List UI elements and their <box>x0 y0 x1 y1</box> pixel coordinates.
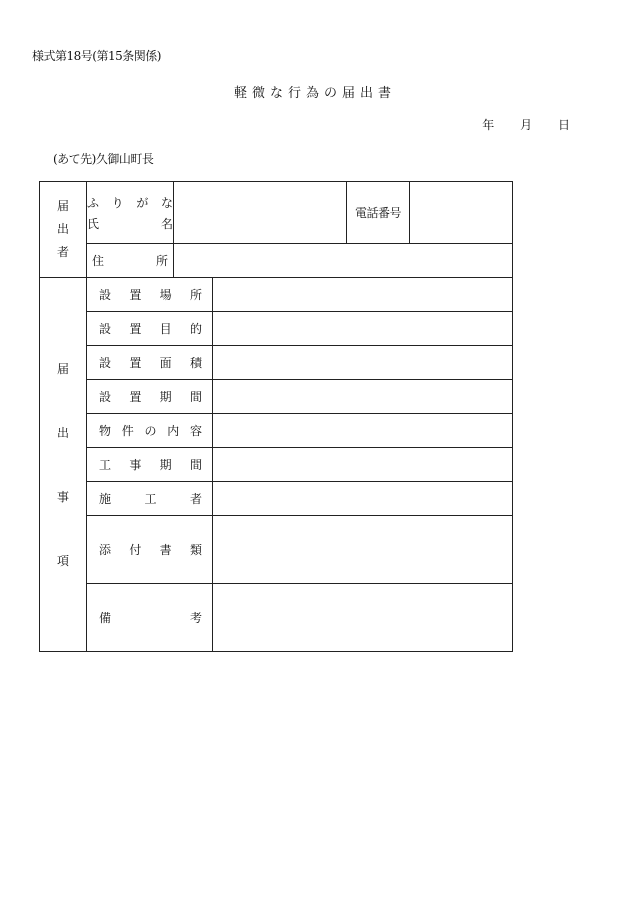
attachments-field[interactable] <box>213 516 513 584</box>
item-label-purpose <box>87 312 213 346</box>
label-char: 間 <box>189 458 202 472</box>
label-char: 期 <box>159 458 172 472</box>
label-char: 置 <box>129 322 142 336</box>
applicant-name-row <box>40 182 513 244</box>
matter-row <box>40 482 513 516</box>
date-year: 年 <box>482 118 495 132</box>
document-title: 軽微な行為の届出書 <box>233 86 396 101</box>
construction-period-field[interactable] <box>213 448 513 482</box>
item-label-attachments <box>87 516 213 584</box>
group-char: 者 <box>56 245 69 259</box>
period-field[interactable] <box>213 380 513 414</box>
phone-field[interactable] <box>410 182 513 244</box>
matter-row <box>40 414 513 448</box>
label-char: 面 <box>159 356 172 370</box>
label-char: 間 <box>189 390 202 404</box>
group-char: 項 <box>56 553 69 568</box>
label-char: 期 <box>159 390 172 404</box>
label-char: 設 <box>99 322 112 336</box>
address-label-cell <box>87 244 174 278</box>
item-label-remarks <box>87 584 213 652</box>
applicant-address-row <box>40 244 513 278</box>
contractor-field[interactable] <box>213 482 513 516</box>
label-char: 名 <box>160 216 173 231</box>
label-char: 物 <box>99 424 112 438</box>
phone-label: 電話番号 <box>347 182 410 244</box>
label-char: 施 <box>99 492 112 506</box>
label-char: 積 <box>189 356 202 370</box>
matter-row <box>40 584 513 652</box>
matter-row <box>40 516 513 584</box>
item-label-content <box>87 414 213 448</box>
label-char: 設 <box>99 356 112 370</box>
group-char: 届 <box>56 199 69 213</box>
label-char: 所 <box>189 288 202 302</box>
label-char: 事 <box>129 458 142 472</box>
item-label-area <box>87 346 213 380</box>
label-char: 工 <box>99 458 112 472</box>
label-char: 設 <box>99 390 112 404</box>
label-char: 付 <box>129 543 142 557</box>
date-line <box>460 116 570 133</box>
label-char: の <box>144 424 157 438</box>
group-char: 事 <box>56 489 69 504</box>
item-label-construction-period <box>87 448 213 482</box>
name-label-cell <box>87 182 174 244</box>
label-char: 容 <box>189 424 202 438</box>
label-char: 所 <box>155 254 168 268</box>
label-char: 考 <box>189 611 202 625</box>
label-char: 目 <box>159 322 172 336</box>
label-char: 工 <box>144 492 157 506</box>
label-char: 備 <box>99 611 112 625</box>
purpose-field[interactable] <box>213 312 513 346</box>
applicant-group-label <box>40 182 87 278</box>
label-char: 住 <box>92 254 105 268</box>
label-char: 的 <box>189 322 202 336</box>
group-char: 出 <box>56 222 69 236</box>
label-char: 書 <box>159 543 172 557</box>
date-day: 日 <box>557 118 570 132</box>
location-field[interactable] <box>213 278 513 312</box>
label-char: 添 <box>99 543 112 557</box>
matter-row <box>40 278 513 312</box>
remarks-field[interactable] <box>213 584 513 652</box>
furigana-label <box>87 194 173 211</box>
label-char: 者 <box>189 492 202 506</box>
name-label <box>87 215 173 232</box>
label-char: 置 <box>129 288 142 302</box>
address-label <box>87 252 173 269</box>
label-char: 氏 <box>87 216 100 231</box>
group-char: 出 <box>56 425 69 440</box>
date-month: 月 <box>520 118 533 132</box>
label-char: 件 <box>121 424 134 438</box>
label-char: 置 <box>129 356 142 370</box>
matter-row <box>40 312 513 346</box>
matter-row <box>40 448 513 482</box>
matters-group-label <box>40 278 87 652</box>
label-char: が <box>136 195 149 210</box>
label-char: 内 <box>167 424 180 438</box>
label-char: り <box>111 195 124 210</box>
label-char: ふ <box>87 195 100 210</box>
item-label-contractor <box>87 482 213 516</box>
name-field[interactable] <box>174 182 347 244</box>
label-char: 置 <box>129 390 142 404</box>
matter-row <box>40 380 513 414</box>
label-char: 類 <box>189 543 202 557</box>
item-label-location <box>87 278 213 312</box>
address-field[interactable] <box>174 244 513 278</box>
label-char: 設 <box>99 288 112 302</box>
group-char: 届 <box>56 361 69 376</box>
addressee: (あて先)久御山町長 <box>53 152 154 166</box>
content-field[interactable] <box>213 414 513 448</box>
applicant-group-chars <box>40 195 86 264</box>
item-label-period <box>87 380 213 414</box>
matter-row <box>40 346 513 380</box>
label-char: 場 <box>159 288 172 302</box>
form-number: 様式第18号(第15条関係) <box>32 49 161 63</box>
notification-form-table <box>39 181 513 652</box>
area-field[interactable] <box>213 346 513 380</box>
label-char: な <box>160 195 173 210</box>
